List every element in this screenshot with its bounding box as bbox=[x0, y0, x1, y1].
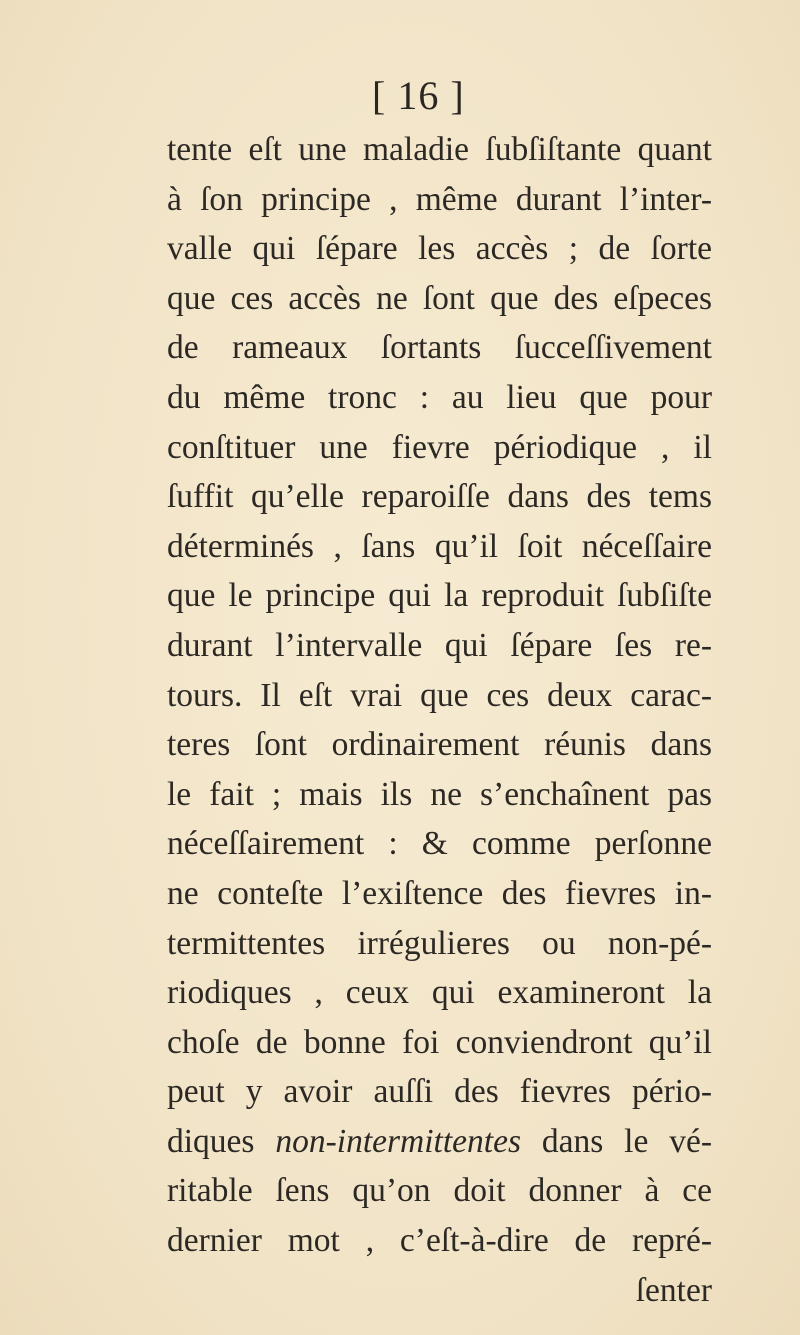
text-line: dernier mot , c’eſt-à-dire de repré- bbox=[167, 1222, 712, 1260]
text-line: conſtituer une fievre périodique , il bbox=[167, 428, 712, 466]
text-line: teres ſont ordinairement réunis dans bbox=[167, 726, 712, 764]
text-line: du même tronc : au lieu que pour bbox=[167, 378, 712, 416]
text-line: le fait ; mais ils ne s’enchaînent pas bbox=[167, 775, 712, 813]
text-line: tours. Il eſt vrai que ces deux carac- bbox=[167, 676, 712, 714]
text-line: peut y avoir auſſi des fievres pério- bbox=[167, 1073, 712, 1111]
text-line: durant l’intervalle qui ſépare ſes re- bbox=[167, 626, 712, 664]
text-line-with-italic bbox=[167, 1117, 712, 1167]
text-span: diques bbox=[167, 1122, 276, 1160]
text-line: de rameaux ſortants ſucceſſivement bbox=[167, 329, 712, 367]
page-number: [ 16 ] bbox=[372, 73, 465, 118]
text-line: néceſſairement : & comme perſonne bbox=[167, 825, 712, 863]
text-line: ritable ſens qu’on doit donner à ce bbox=[167, 1172, 712, 1210]
text-line: termittentes irrégulieres ou non-pé- bbox=[167, 924, 712, 962]
text-line: à ſon principe , même durant l’inter- bbox=[167, 180, 712, 218]
text-line: déterminés , ſans qu’il ſoit néceſſaire bbox=[167, 527, 712, 565]
text-line: tente eſt une maladie ſubſiſtante quant bbox=[167, 131, 712, 168]
text-line: valle qui ſépare les accès ; de ſorte bbox=[167, 230, 712, 268]
text-span: dans le vé- bbox=[520, 1122, 713, 1160]
text-line: que le principe qui la reproduit ſubſiſte bbox=[167, 577, 712, 615]
text-line: choſe de bonne foi conviendront qu’il bbox=[167, 1023, 712, 1061]
text-line: que ces accès ne ſont que des eſpeces bbox=[167, 279, 712, 317]
text-line: ſuffit qu’elle reparoiſſe dans des tems bbox=[167, 478, 712, 516]
text-line: riodiques , ceux qui examineront la bbox=[167, 974, 712, 1012]
body-text bbox=[167, 125, 712, 1315]
italic-term: non-intermittentes bbox=[275, 1122, 521, 1160]
text-line: ne conteſte l’exiſtence des fievres in- bbox=[167, 874, 712, 912]
catchword: ſenter bbox=[635, 1271, 712, 1309]
